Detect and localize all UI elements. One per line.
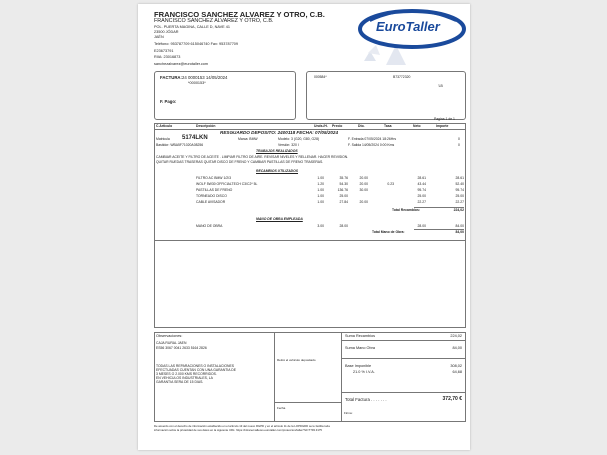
total-recambios-value: 224,02 [453,208,464,212]
recambio-units: 1.00 [317,194,324,198]
recambio-price: 27.84 [339,200,348,204]
recambio-price: 54.30 [339,182,348,186]
logo-text: EuroTaller [376,19,440,34]
mano-obra-units: 3.00 [317,224,324,228]
guarantee-line-1: TODAS LAS REPARACIONES O INSTALACIONES [156,364,235,368]
company-address: POL. PUERTA MAGINA, CALLE D, NAVE 41 [154,25,230,29]
header-descripcion: Descripción [196,124,216,128]
retiro-text: Retiré el vehiculo depositado [277,358,316,362]
client-tail: 'LB [438,84,443,88]
trabajos-title: TRABAJOS REALIZADOS [256,149,298,153]
vehicle-marca: Marca: BMW [238,137,258,141]
header-tasa: Tasa [384,124,392,128]
iva-label: 21.0 % I.V.A. [353,370,375,374]
company-name-secondary: FRANCISCO SANCHEZ ALVAREZ Y OTRO, C.B. [154,18,274,24]
company-rsa: RIIA: 23016873 [154,55,181,59]
recambios-title: RECAMBIOS UTILIZADOS [256,169,299,173]
recambio-dto: 20.00 [359,182,368,186]
company-postal: 23500 JÓDAR [154,30,179,34]
eurotaller-logo [356,7,466,65]
recambio-neto: 43.44 [417,182,426,186]
pago-label: F. Pago: [160,99,177,104]
recambio-desc: WOLF 5W30 OFFICIALTECH C3/C2* 5L [196,182,258,186]
guarantee-line-3: 3 MESES O 2.000 KMS RECORRIDOS. [156,372,217,376]
mano-obra-neto: 28.00 [417,224,426,228]
company-province: JAÉN [154,35,164,39]
fecha-salida: F. Salida 14/05/2024 0:00 Kms [348,143,395,147]
firma-label: Firma: [344,411,353,415]
recambio-importe: 22.27 [455,200,464,204]
header-unids: Unds./H. [314,124,328,128]
guarantee-line-2: EFECTUADAS CUENTAN CON UNA GARANTIA DE [156,368,237,372]
legal-line-1: De acuerdo con el derecho de información establecido en el artículo 13 del nuevo RGPD y en el artículo 11 de la LOPDGDD se le facilita toda [154,424,330,428]
salida-value: 0 [458,143,460,147]
mano-obra-title: MANO DE OBRA EMPLEADA [256,217,303,221]
recambio-dto: 30.00 [359,188,368,192]
recambio-price: 136.76 [337,188,348,192]
client-nif: B73772320 [393,75,411,79]
base-imponible-label: Base Imponible [345,364,372,368]
fecha-label: Fecha [277,406,286,410]
client-code: 000584* [314,75,327,79]
recambio-neto: 28.61 [417,176,426,180]
trabajos-line-2: QUITAR RUEDAS TRASERAS QUITAR DISCO DE FRENO Y CAMBIAR PASTILLAS DE FRENO TRASERAS. [156,160,324,164]
suma-mano-value: 84,00 [452,346,462,350]
base-imponible-value: 308,02 [450,364,462,368]
company-phones: Teléfono: 953787709 615046740 Fax: 953787709 [154,42,239,46]
guarantee-line-5: GARANTIA SERA DE 15 DIAS. [156,380,204,384]
factura-label: FACTURA: [160,75,182,80]
mano-obra-desc: MANO DE OBRA [196,224,223,228]
suma-recambios-value: 224,02 [450,334,462,338]
suma-recambios-label: Suma Recambios [345,334,375,338]
header-precio: Precio [332,124,343,128]
recambio-units: 1.00 [317,188,324,192]
recambio-units: 1.20 [317,182,324,186]
header-articulo: C.Articulo [156,124,173,128]
recambio-desc: PASTILLAS DE FRENO [196,188,233,192]
total-mano-label: Total Mano de Obra: [372,230,405,234]
bank-name: CAJA RURAL JAEN [156,341,187,345]
company-email: sanchezalvarez@eurotaller.com [154,62,209,66]
total-factura-value: 372,70 € [442,396,462,402]
observaciones-label: Observaciones: [156,334,183,338]
iva-value: 64,68 [452,370,462,374]
total-recambios-label: Total Recambios: [392,208,421,212]
recambio-importe: 28.61 [455,176,464,180]
recambio-desc: FILTRO AC BMW 1/2/3 [196,176,231,180]
recambio-desc: TORNEADO DISCO [196,194,227,198]
matricula-value: 5174LKN [182,135,208,141]
company-cif: E23673791 [154,49,174,53]
client-box [306,71,466,120]
recambio-neto: 95.74 [417,188,426,192]
guarantee-line-4: EN VEHICULOS INDUSTRIALES, LA [156,376,213,380]
bank-iban: ES56 3067 0041 2633 5164 2826 [156,346,207,350]
total-factura-label: Total Factura . . . . . . . [345,397,387,402]
matricula-label: Matricula [156,137,170,141]
vehicle-modelo: Modelo: 3 (G20, G80, G28) [278,137,320,141]
mano-obra-price: 28.00 [339,224,348,228]
page-indicator: Pagina 1 de 1 [434,117,455,121]
suma-mano-label: Suma Mano Obra [345,346,375,350]
recambio-importe: 25.00 [455,194,464,198]
trabajos-line-1: CAMBIAR ACEITE Y FILTRO DE ACEITE . LIMPIAR FILTRO DE AIRE. REVISAR NIVELES Y RELLENAR. HACER REVISION. [156,155,349,159]
recambio-units: 1.00 [317,176,324,180]
invoice-sheet [138,4,470,450]
fecha-entrada: F. Entrada 07/05/2024 18:26Hrs [348,137,397,141]
recambio-tasa: 0.23 [387,182,394,186]
entrada-value: 0 [458,137,460,141]
recambio-importe: 52.40 [455,182,464,186]
header-importe: Importe [436,124,449,128]
company-name: FRANCISCO SANCHEZ ALVAREZ Y OTRO, C.B. [154,10,325,19]
recambio-desc: CABLE AVISADOR [196,200,226,204]
vehicle-bastidor: Bastidor: WBA5F71020A08256 [156,143,204,147]
recambio-importe: 95.74 [455,188,464,192]
factura-number: 24 0000153 14/05/2024 [182,75,228,80]
recambio-units: 1.00 [317,200,324,204]
factura-barcode-text: *0000153* [188,81,206,85]
recambio-neto: 25.00 [417,194,426,198]
recambio-neto: 22.27 [417,200,426,204]
recambio-price: 35.76 [339,176,348,180]
mano-obra-importe: 84.00 [455,224,464,228]
vehicle-version: Versión: 320 I [278,143,299,147]
legal-line-2: información sobre la privacidad de sus datos en la siguiente URL: https://intranet.talleres.eurotaller.com/proteccion/taller/?id=T793.3175 [154,428,322,432]
total-mano-value: 84,00 [455,230,464,234]
recambio-dto: 20.00 [359,200,368,204]
deposit-title: RESGUARDO DEPOSITO: 2400118 FECHA: 07/05/2024 [220,130,339,135]
recambio-price: 25.00 [339,194,348,198]
header-neto: Neto [413,124,421,128]
header-dto: Dto. [358,124,365,128]
recambio-dto: 20.00 [359,176,368,180]
